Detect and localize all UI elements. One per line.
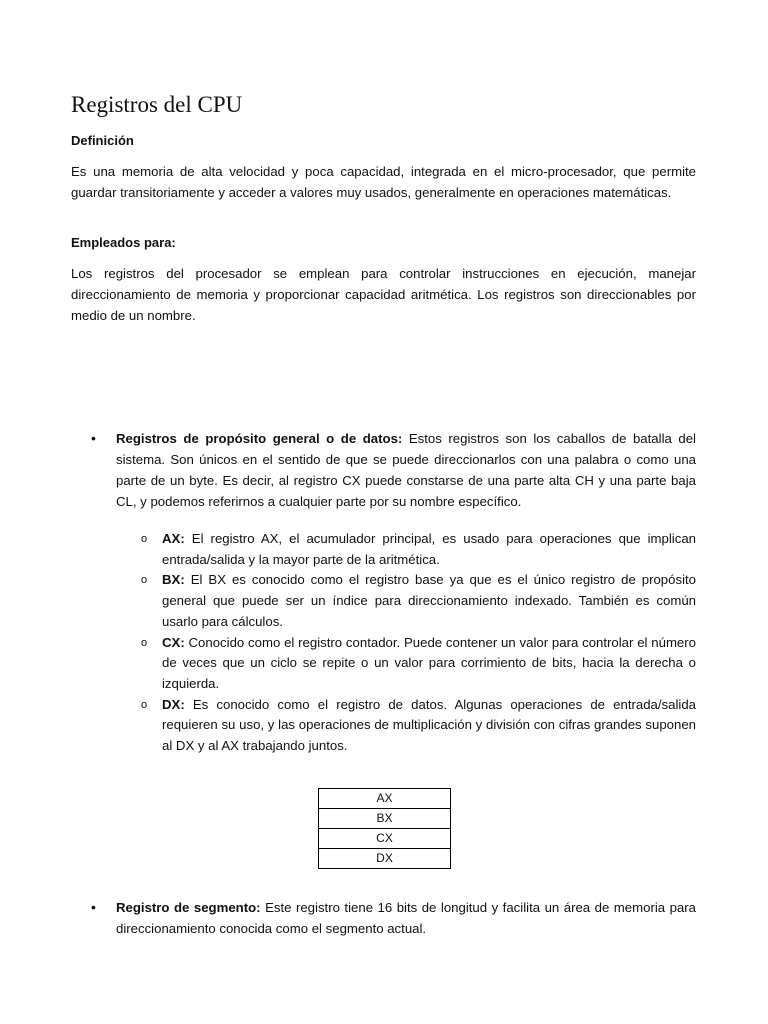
dx-description: Es conocido como el registro de datos. Algunas operaciones de entrada/salida requieren su uso, y las operaciones de multiplicación y división con cifras grandes suponen al DX y al AX trabajando juntos. — [162, 696, 696, 754]
list-marker: o — [141, 636, 148, 649]
bullet-marker: • — [91, 430, 96, 446]
list-item-dx — [141, 695, 696, 757]
table-cell-cx: CX — [319, 829, 451, 849]
list-item-ax — [141, 529, 696, 570]
table-row — [319, 829, 451, 849]
uses-paragraph: Los registros del procesador se emplean para controlar instrucciones en ejecución, manejar direccionamiento de memoria y proporcionar capacidad aritmética. Los registros son direccionables por medio de un nombre. — [71, 266, 696, 323]
dx-label: DX: — [162, 696, 185, 712]
table-cell-dx: DX — [319, 849, 451, 869]
ax-description: El registro AX, el acumulador principal, es usado para operaciones que implican entrada/salida y la mayor parte de la aritmética. — [162, 531, 696, 567]
cx-label: CX: — [162, 634, 185, 650]
general-purpose-label: Registros de propósito general o de datos: — [116, 431, 403, 446]
segment-label: Registro de segmento: — [116, 900, 261, 915]
segment-bullet — [91, 897, 696, 939]
table-cell-bx: BX — [319, 809, 451, 829]
list-item-cx — [141, 633, 696, 695]
ax-label: AX: — [162, 531, 185, 546]
definition-heading: Definición — [71, 133, 134, 148]
bx-description: El BX es conocido como el registro base ya que es el único registro de propósito general que puede ser un índice para direccionamiento indexado. También es común usarlo para cálculos. — [162, 572, 696, 629]
general-purpose-text — [116, 428, 696, 512]
uses-heading: Empleados para: — [71, 235, 176, 250]
register-table — [318, 788, 451, 869]
cx-description: Conocido como el registro contador. Puede contener un valor para controlar el número de veces que un ciclo se repite o un valor para corrimiento de bits, hacia la derecha o izquierda. — [162, 634, 696, 691]
definition-paragraph: Es una memoria de alta velocidad y poca capacidad, integrada en el micro-procesador, que permite guardar transitoriamente y acceder a valores muy usados, generalmente en operaciones matemáticas. — [71, 164, 696, 200]
table-row — [319, 809, 451, 829]
list-marker: o — [141, 698, 148, 711]
general-purpose-description: Estos registros son los caballos de batalla del sistema. Son únicos en el sentido de que se puede direccionarlos con una palabra o como una parte de un byte. Es decir, al registro CX puede constarse de una parte alta CH y una parte baja CL, y podemos referirnos a cualquier parte por su nombre específico. — [116, 431, 696, 509]
segment-description: Este registro tiene 16 bits de longitud y facilita un área de memoria para direccionamiento conocida como el segmento actual. — [116, 900, 696, 936]
general-purpose-bullet — [91, 428, 696, 512]
bx-label: BX: — [162, 572, 185, 588]
list-item-bx — [141, 570, 696, 632]
document-title: Registros del CPU — [71, 92, 243, 117]
list-marker: o — [141, 533, 148, 545]
register-sub-list — [141, 529, 696, 757]
table-cell-ax: AX — [319, 789, 451, 809]
bullet-marker: • — [91, 899, 96, 915]
list-marker: o — [141, 574, 148, 587]
table-row — [319, 849, 451, 869]
table-row — [319, 789, 451, 809]
segment-text — [116, 897, 696, 939]
